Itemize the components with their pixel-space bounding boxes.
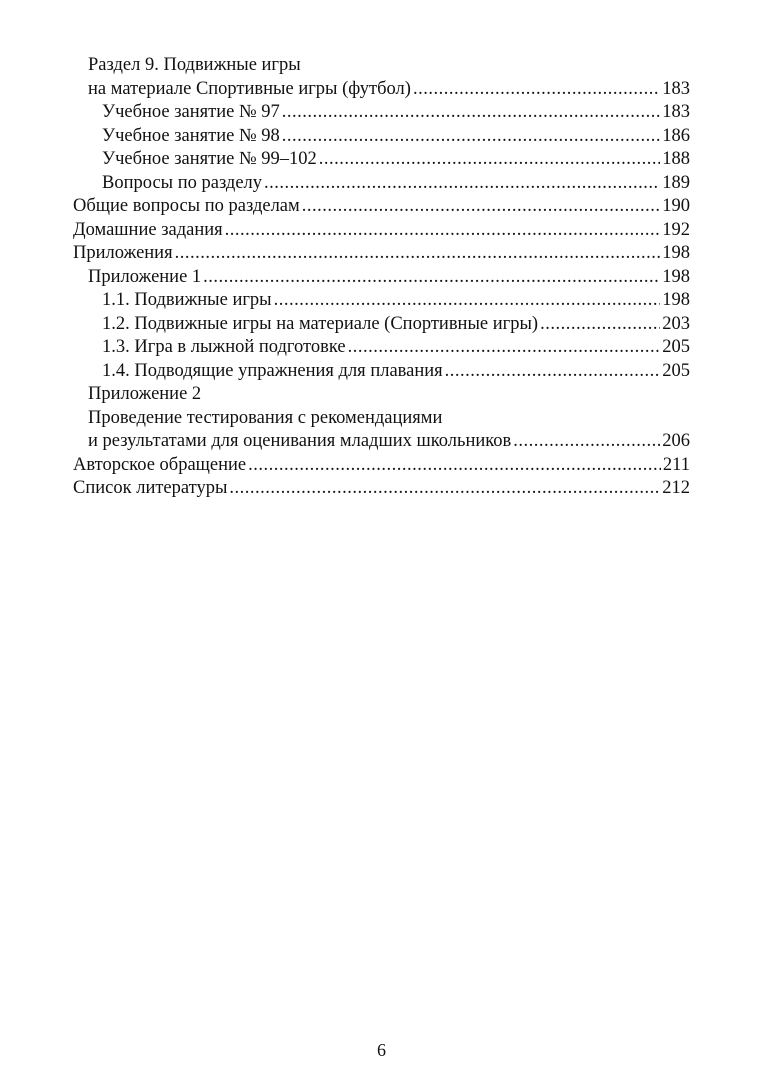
toc-entry-title: Приложение 1 xyxy=(88,266,202,287)
toc-entry xyxy=(73,289,690,313)
toc-entry xyxy=(73,78,690,102)
dot-leader xyxy=(540,313,660,337)
toc-entry-page: 186 xyxy=(662,125,690,146)
page-number: 6 xyxy=(377,1040,386,1060)
dot-leader xyxy=(225,219,661,243)
dot-leader xyxy=(282,125,660,149)
toc-entry-title: Вопросы по разделу xyxy=(102,172,263,193)
toc-entry-page: 206 xyxy=(662,431,690,451)
toc-entry-title: 1.1. Подвижные игры xyxy=(102,290,272,310)
toc-entry-title: Авторское обращение xyxy=(73,454,247,475)
toc-entry-title: Приложение 2 xyxy=(88,384,202,404)
toc-entry xyxy=(73,148,690,172)
toc-entry-title: Раздел 9. Подвижные игры xyxy=(88,55,301,75)
toc-entry-page: 198 xyxy=(662,290,690,310)
dot-leader xyxy=(175,242,661,266)
toc-entry-page: 190 xyxy=(662,196,690,216)
dot-leader xyxy=(513,430,660,454)
toc-entry xyxy=(73,266,690,290)
toc-entry xyxy=(73,242,690,266)
toc-entry xyxy=(73,360,690,384)
toc-entry-title: 1.4. Подводящие упражнения для плавания xyxy=(102,360,443,381)
toc-entry-page: 192 xyxy=(662,219,690,240)
dot-leader xyxy=(445,360,661,384)
dot-leader xyxy=(203,266,660,290)
toc-entry-title: Проведение тестирования с рекомендациями xyxy=(88,407,443,428)
toc-entry xyxy=(73,407,690,431)
toc-entry-title: Общие вопросы по разделам xyxy=(73,196,300,216)
dot-leader xyxy=(264,172,660,196)
dot-leader xyxy=(348,336,661,360)
toc-entry-title: на материале Спортивные игры (футбол) xyxy=(88,78,411,99)
dot-leader xyxy=(274,289,661,313)
dot-leader xyxy=(282,101,660,125)
toc-entry-page: 211 xyxy=(662,454,690,475)
dot-leader xyxy=(319,148,660,172)
toc-entry-title: Домашние задания xyxy=(73,219,223,240)
toc-entry-page: 203 xyxy=(662,313,690,334)
toc-entry xyxy=(73,313,690,337)
toc-entry xyxy=(73,454,690,478)
toc-entry-title: 1.2. Подвижные игры на материале (Спортивные игры) xyxy=(102,313,539,334)
table-of-contents xyxy=(73,54,690,501)
toc-entry xyxy=(73,477,690,501)
toc-entry-page: 183 xyxy=(662,78,690,99)
toc-entry-page: 183 xyxy=(662,102,690,122)
toc-entry-title: и результатами для оценивания младших школьников xyxy=(88,431,512,451)
toc-entry-title: Учебное занятие № 97 xyxy=(102,102,280,122)
toc-entry xyxy=(73,336,690,360)
dot-leader xyxy=(229,477,660,501)
toc-entry xyxy=(73,430,690,454)
toc-entry xyxy=(73,101,690,125)
toc-entry-page: 205 xyxy=(662,337,690,357)
toc-entry xyxy=(73,383,690,407)
dot-leader xyxy=(248,454,661,478)
toc-entry-title: Приложения xyxy=(73,243,173,263)
toc-entry-page: 188 xyxy=(662,149,690,169)
dot-leader xyxy=(302,195,661,219)
toc-entry-title: Учебное занятие № 98 xyxy=(102,125,280,146)
toc-entry-title: Учебное занятие № 99–102 xyxy=(102,149,317,169)
toc-entry-page: 189 xyxy=(662,172,690,193)
toc-entry-page: 212 xyxy=(662,478,690,498)
toc-entry-page: 198 xyxy=(662,243,690,263)
toc-entry xyxy=(73,219,690,243)
toc-entry xyxy=(73,54,690,78)
toc-entry xyxy=(73,125,690,149)
toc-entry-title: Список литературы xyxy=(73,478,228,498)
toc-entry xyxy=(73,172,690,196)
toc-entry xyxy=(73,195,690,219)
toc-entry-page: 205 xyxy=(662,360,690,381)
toc-entry-page: 198 xyxy=(662,266,690,287)
toc-entry-title: 1.3. Игра в лыжной подготовке xyxy=(102,337,346,357)
dot-leader xyxy=(413,78,660,102)
